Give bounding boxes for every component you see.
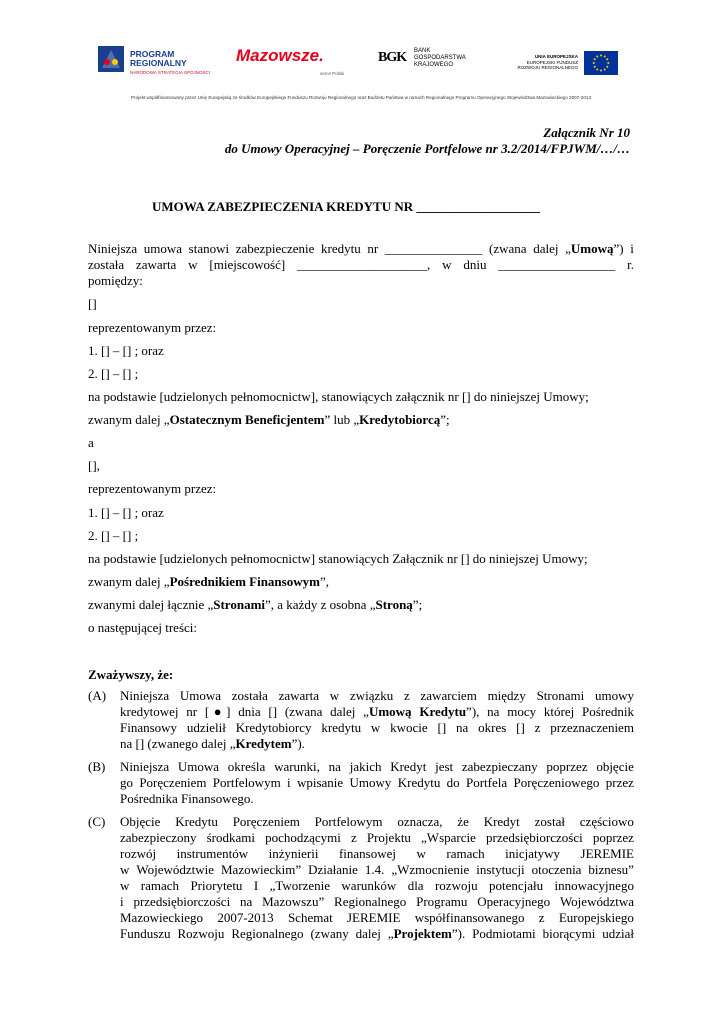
word: zawarciem (420, 688, 477, 703)
party2-designation: zwanym dalej „Pośrednikiem Finansowym”, (88, 574, 329, 589)
word: w (416, 846, 426, 861)
word: oznacza, (397, 814, 443, 829)
word: Priorytetu (190, 878, 243, 893)
word: Umowy (349, 775, 392, 790)
word: Programu (416, 894, 468, 909)
word: i (120, 894, 124, 909)
and-separator: a (88, 435, 94, 450)
word: przez (605, 775, 634, 790)
word: ramach (446, 846, 485, 861)
word: na (456, 720, 469, 735)
party1-rep-1: 1. [] – [] ; oraz (88, 343, 164, 358)
recital-b-label: (B) (88, 759, 106, 774)
word: Działanie (308, 862, 358, 877)
word: kredytu (321, 720, 362, 735)
word: zabezpieczany (461, 759, 538, 774)
word: umowy (595, 688, 634, 703)
word: okres (478, 720, 507, 735)
word: został (534, 814, 565, 829)
word: potencjału (488, 878, 544, 893)
word: przeznaczeniem (550, 720, 634, 735)
word: w (442, 257, 452, 272)
word: Niniejsza (88, 241, 138, 256)
word: Mazowszu” (262, 894, 325, 909)
word: Kredyt (390, 759, 427, 774)
recital-c-line-6 (120, 894, 634, 910)
word: zabezpieczenie (235, 241, 315, 256)
eu-logo-text: UNIA EUROPEJSKA EUROPEJSKI FUNDUSZ ROZWOJU REGIONALNEGO (517, 54, 578, 70)
recital-a-line-2: kredytowej nr [●] dnia [] (zwana dalej „Umową Kredytu”), na mocy której Pośrednik (120, 704, 634, 719)
word: Schemat (287, 910, 333, 925)
word: Projektu (366, 830, 411, 845)
word: inicjatywy (505, 846, 561, 861)
word: do (446, 775, 460, 790)
word: go (120, 775, 133, 790)
recital-c-line-3 (120, 846, 634, 862)
word: Poręczeniem (232, 814, 300, 829)
word: Operacyjnego (477, 894, 551, 909)
word: rozwój (120, 846, 157, 861)
word: 1.4. (364, 862, 385, 877)
word: Stronami (536, 688, 585, 703)
word: nr (367, 241, 379, 256)
word: JEREMIE (580, 846, 634, 861)
header-logo-bar (88, 34, 634, 94)
word: „Wsparcie (421, 830, 476, 845)
word: z (403, 688, 410, 703)
word: Mazowieckiego (120, 910, 204, 925)
word: „Wzmocnienie (391, 862, 470, 877)
word: została (231, 688, 268, 703)
party2-rep-2: 2. [] – [] ; (88, 528, 139, 543)
word: z (351, 830, 357, 845)
word: poprzez (592, 830, 634, 845)
annex-number: Załącznik Nr 10 (543, 125, 630, 140)
word: otoczenia (531, 862, 582, 877)
word: i (287, 775, 291, 790)
word: w (329, 688, 340, 703)
recital-c-line-5 (120, 878, 634, 894)
word: poprzez (546, 759, 588, 774)
word: współfinansowanego (414, 910, 525, 925)
word: „Umową”) (565, 241, 624, 256)
recital-c-line-4 (120, 862, 634, 878)
bgk-logo-text: BANK GOSPODARSTWA KRAJOWEGO (414, 48, 466, 68)
recital-b-line-3: Pośrednika Finansowego. (120, 791, 254, 806)
word: Umowa (177, 759, 220, 774)
word: jest (435, 759, 454, 774)
document-title: UMOWA ZABEZPIECZENIA KREDYTU NR ___________________ (152, 199, 540, 214)
word: Umowa (179, 688, 222, 703)
word: [] (437, 720, 447, 735)
word: Województwie (136, 862, 215, 877)
word: ramach (140, 878, 180, 893)
word: Niniejsza (120, 688, 170, 703)
word: że (457, 814, 469, 829)
word: przedsiębiorczości (133, 894, 231, 909)
word: dalej (533, 241, 559, 256)
word: między (487, 688, 526, 703)
word: wpisanie (296, 775, 344, 790)
word: rozwoju (434, 878, 478, 893)
word: r. (627, 257, 634, 272)
recital-c-line-8: Funduszu Rozwoju Regionalnego (zwany dalej „Projektem”). Podmiotami biorącymi udział (120, 926, 634, 941)
word: Portfelowym (314, 814, 383, 829)
word: I (253, 878, 259, 893)
word: dniu (463, 257, 487, 272)
recital-a-label: (A) (88, 688, 107, 703)
party1-rep-2: 2. [] – [] ; (88, 366, 139, 381)
recital-a-line-4: na [] (zwanego dalej „Kredytem”). (120, 736, 305, 751)
word: Mazowieckim” (220, 862, 302, 877)
word: związku (349, 688, 394, 703)
word: [miejscowość] (209, 257, 286, 272)
word: „Tworzenie (269, 878, 331, 893)
program-regionalny-title: PROGRAM REGIONALNY (130, 49, 187, 68)
word: Województwa (559, 894, 634, 909)
word: kwocie (390, 720, 428, 735)
word: ____________________, (297, 257, 431, 272)
word: biznesu” (588, 862, 634, 877)
word: Poręczeniowego (513, 775, 600, 790)
party2-basis: na podstawie [udzielonych pełnomocnictw] stanowiących Załącznik nr [] do niniejszej Umowy; (88, 551, 588, 566)
recital-c-line-1 (120, 814, 634, 830)
word: w (120, 862, 130, 877)
recital-b-line-2 (120, 775, 634, 791)
word: udzielił (186, 720, 226, 735)
word: finansowej (338, 846, 396, 861)
parties-jointly: zwanymi dalej łącznie „Stronami”, a każdy z osobna „Stroną”; (88, 597, 423, 612)
word: warunki, (274, 759, 320, 774)
intro-between: pomiędzy: (88, 273, 143, 288)
intro-line-2 (88, 257, 634, 273)
word: __________________ (498, 257, 616, 272)
word: Objęcie (120, 814, 161, 829)
word: objęcie (596, 759, 634, 774)
word: przedsiębiorczości (485, 830, 583, 845)
word: na (240, 894, 253, 909)
recital-c-line-2 (120, 830, 634, 846)
word: Portfela (466, 775, 508, 790)
word: kredytu (321, 241, 361, 256)
word: w (188, 257, 198, 272)
word: stanowi (188, 241, 230, 256)
word: 2007-2013 (217, 910, 274, 925)
word: JEREMIE (346, 910, 401, 925)
mazowsze-logo: Mazowsze. (236, 46, 324, 65)
word: została (88, 257, 125, 272)
word: zabezpieczony (120, 830, 197, 845)
party2-represented: reprezentowanym przez: (88, 481, 217, 496)
party2-name: [], (88, 458, 100, 473)
word: (zwana (489, 241, 527, 256)
word: Niniejsza (120, 759, 170, 774)
annex-reference: do Umowy Operacyjnej – Poręczenie Portfelowe nr 3.2/2014/FPJWM/…/… (224, 141, 630, 156)
word: z (538, 910, 545, 925)
word: częściowo (579, 814, 634, 829)
recital-a-line-1 (120, 688, 634, 704)
word: Kredytu (397, 775, 441, 790)
word: z (534, 720, 541, 735)
cofinancing-footnote: Projekt współfinansowany przez Unię Europejską ze środków Europejskiego Funduszu Rozwoju Regionalnego oraz Budżetu Państwa w ramach Regionalnego Programu Operacyjnego Województwa Mazowieckiego 2007-2013 (130, 95, 592, 100)
mazowsze-tagline: serce Polski (320, 71, 345, 76)
word: zawarta (135, 257, 177, 272)
word: _______________ (384, 241, 483, 256)
recital-a-line-3 (120, 720, 634, 736)
recital-b-line-1 (120, 759, 634, 775)
word: środkami (206, 830, 255, 845)
word: dla (407, 878, 424, 893)
word: Portfelowym (212, 775, 281, 790)
following-content: o następującej treści: (88, 620, 198, 635)
word: i (630, 241, 634, 256)
party2-rep-1: 1. [] – [] ; oraz (88, 505, 164, 520)
party1-designation: zwanym dalej „Ostatecznym Beneficjentem” lub „Kredytobiorcą”; (88, 412, 450, 427)
eu-flag-icon (584, 51, 618, 75)
word: instytucji (476, 862, 525, 877)
word: inżynierii (268, 846, 319, 861)
word: w (370, 720, 381, 735)
word: instrumentów (176, 846, 249, 861)
program-regionalny-logo-icon (98, 46, 124, 72)
word: pochodzącymi (265, 830, 341, 845)
word: Kredyt (483, 814, 520, 829)
party1-name: [] (88, 296, 97, 311)
word: określa (227, 759, 266, 774)
word: Kredytobiorcy (235, 720, 312, 735)
word: [] (516, 720, 525, 735)
word: umowa (143, 241, 183, 256)
word: Europejskiego (558, 910, 634, 925)
word: zawarta (278, 688, 320, 703)
party1-basis: na podstawie [udzielonych pełnomocnictw], stanowiących załącznik nr [] do niniejszej Umowy; (88, 389, 589, 404)
word: jakich (349, 759, 382, 774)
program-regionalny-subtitle: NARODOWA STRATEGIA SPÓJNOŚCI (130, 70, 211, 75)
word: Kredytu (175, 814, 218, 829)
word: warunków (341, 878, 397, 893)
recital-c-label: (C) (88, 814, 106, 829)
party1-represented: reprezentowanym przez: (88, 320, 217, 335)
word: Poręczeniem (139, 775, 207, 790)
whereas-heading: Zważywszy, że: (88, 667, 174, 682)
word: Finansowy (120, 720, 178, 735)
word: na (328, 759, 341, 774)
bgk-logo-mark: BGK (378, 50, 407, 65)
recital-c-line-7 (120, 910, 634, 926)
word: w (120, 878, 130, 893)
word: innowacyjnego (554, 878, 634, 893)
word: Regionalnego (334, 894, 407, 909)
intro-line-1 (88, 241, 634, 257)
